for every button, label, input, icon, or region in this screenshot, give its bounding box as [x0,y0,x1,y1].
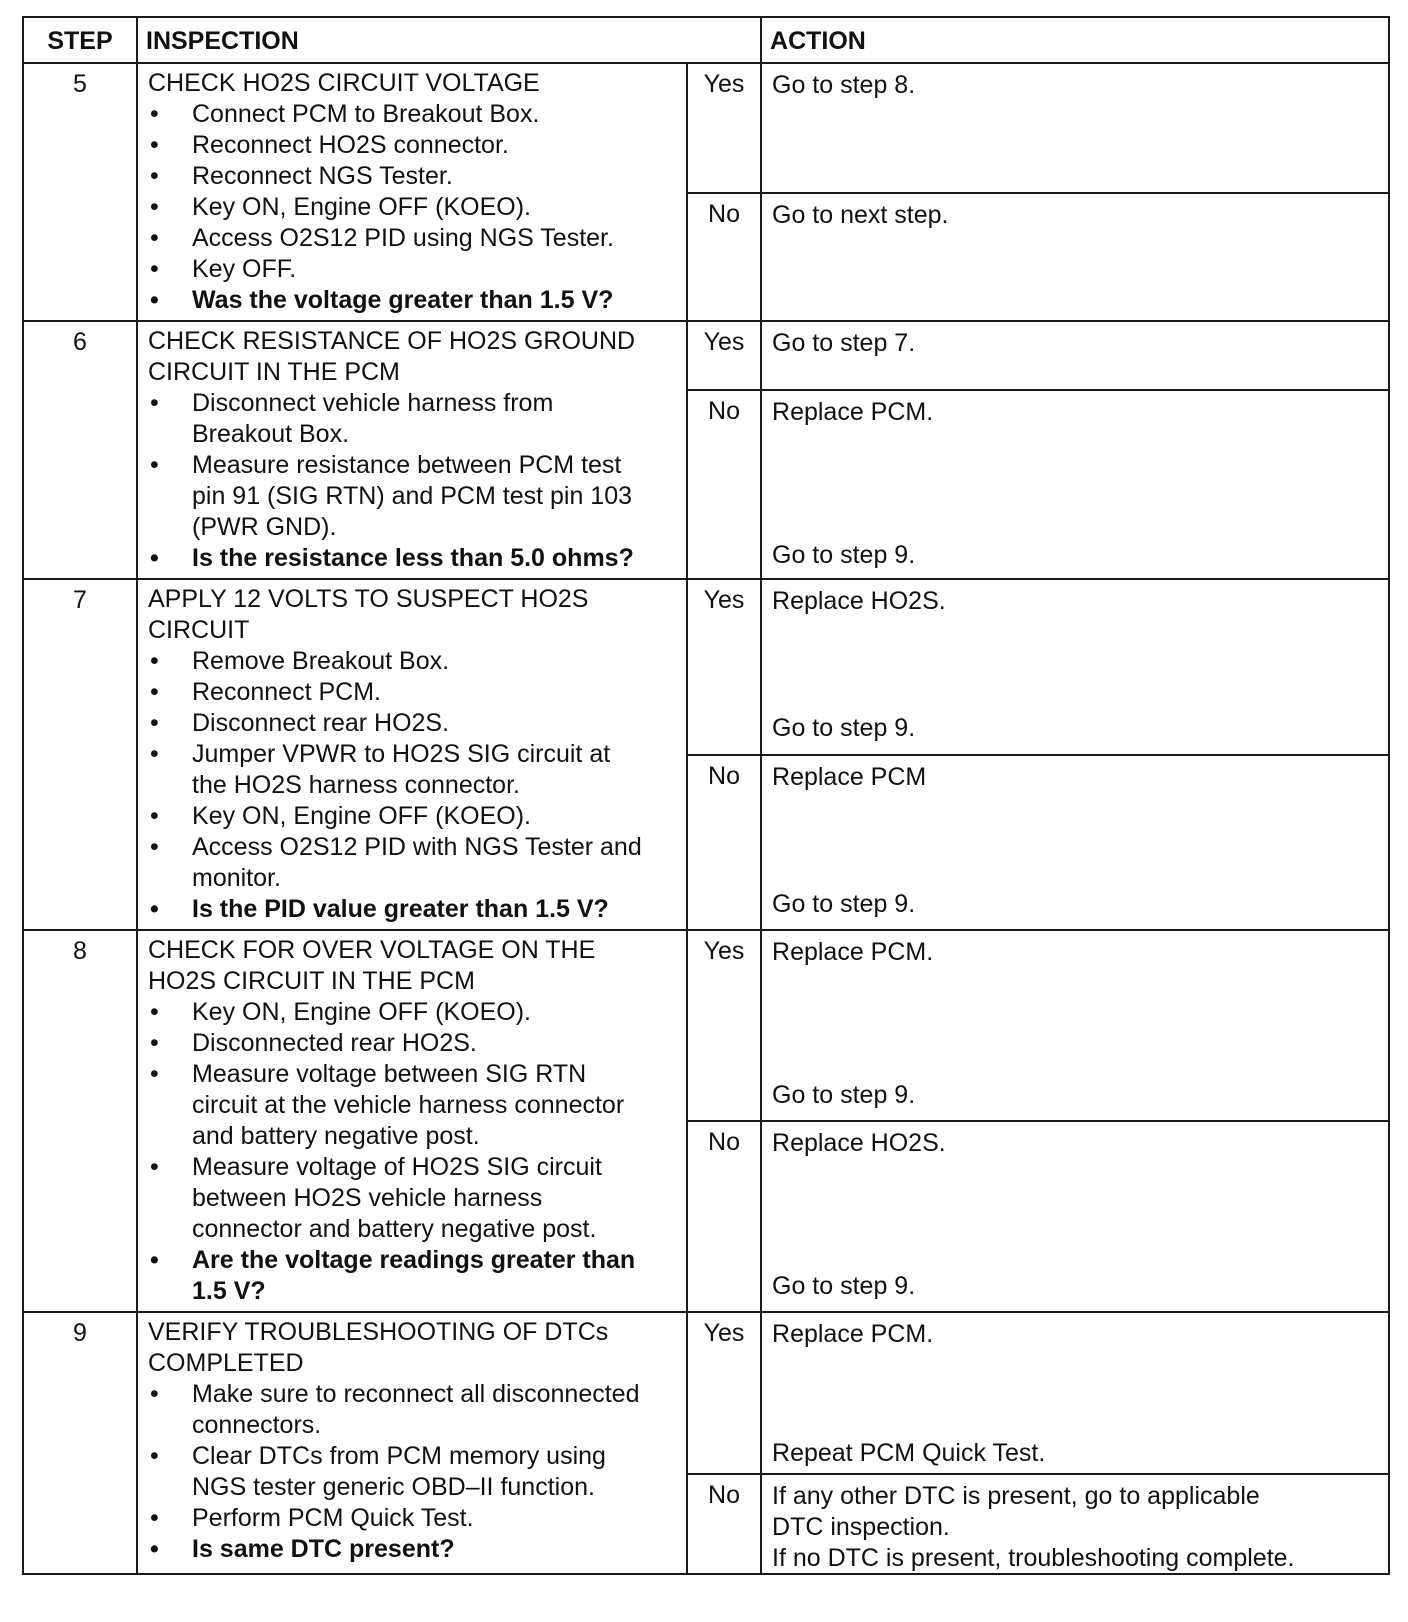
inspection-cell [137,321,687,579]
inspection-title: CHECK RESISTANCE OF HO2S GROUND CIRCUIT IN THE PCM [148,327,636,386]
no-label: No [687,390,761,579]
troubleshooting-table [22,16,1390,1575]
no-label: No [687,1121,761,1312]
inspection-step: • Perform PCM Quick Test. [148,1503,676,1534]
table-row [23,930,1389,1121]
inspection-steps [148,997,676,1307]
inspection-step: • Clear DTCs from PCM memory using NGS tester generic OBD–II function. [148,1441,676,1503]
inspection-step: • Access O2S12 PID with NGS Tester and monitor. [148,832,676,894]
diagnostic-table-document [22,16,1388,1606]
no-label: No [687,755,761,931]
table-row [23,321,1389,390]
inspection-cell [137,930,687,1312]
table-row [23,579,1389,755]
table-body [23,63,1389,1574]
yes-label: Yes [687,321,761,390]
inspection-step: • Reconnect NGS Tester. [148,161,676,192]
inspection-title: CHECK FOR OVER VOLTAGE ON THE HO2S CIRCUIT IN THE PCM [148,936,596,995]
no-label: No [687,193,761,321]
no-action-cell [761,193,1389,321]
yes-action: Replace HO2S. [772,587,946,615]
inspection-step: • Reconnect HO2S connector. [148,130,676,161]
yes-action-cell [761,321,1389,390]
inspection-step: • Measure voltage of HO2S SIG circuit between HO2S vehicle harness connector and battery negative post. [148,1152,676,1245]
step-number: 7 [23,579,137,930]
inspection-steps [148,1379,676,1565]
yes-action-cell [761,930,1389,1121]
yes-action: Replace PCM. [772,938,934,966]
inspection-title: VERIFY TROUBLESHOOTING OF DTCs COMPLETED [148,1318,609,1377]
inspection-step: • Measure resistance between PCM test pin 91 (SIG RTN) and PCM test pin 103 (PWR GND). [148,450,676,543]
yes-followup-action: Repeat PCM Quick Test. [772,1439,1046,1467]
yes-label: Yes [687,579,761,755]
inspection-step: • Remove Breakout Box. [148,646,676,677]
no-action-cell [761,1121,1389,1312]
yes-label: Yes [687,1312,761,1474]
inspection-step: • Make sure to reconnect all disconnected connectors. [148,1379,676,1441]
inspection-step: • Key ON, Engine OFF (KOEO). [148,997,676,1028]
yes-action-cell [761,579,1389,755]
no-action: Replace PCM. [772,398,934,427]
inspection-step: • Disconnect rear HO2S. [148,708,676,739]
inspection-question: • Is the PID value greater than 1.5 V? [148,894,676,925]
no-followup-action: Go to step 9. [772,889,916,918]
no-action-cell [761,390,1389,579]
header-row [23,17,1389,63]
inspection-steps [148,99,676,316]
table-row [23,1312,1389,1474]
inspection-step: • Jumper VPWR to HO2S SIG circuit at the HO2S harness connector. [148,739,676,801]
inspection-step: • Key OFF. [148,254,676,285]
inspection-steps [148,646,676,925]
no-followup-action: Go to step 9. [772,541,916,570]
inspection-step: • Key ON, Engine OFF (KOEO). [148,192,676,223]
step-number: 6 [23,321,137,579]
step-number: 8 [23,930,137,1312]
inspection-question: • Are the voltage readings greater than 1.5 V? [148,1245,676,1307]
inspection-title: APPLY 12 VOLTS TO SUSPECT HO2S CIRCUIT [148,585,589,644]
inspection-title: CHECK HO2S CIRCUIT VOLTAGE [148,69,540,97]
inspection-step: • Reconnect PCM. [148,677,676,708]
inspection-question: • Was the voltage greater than 1.5 V? [148,285,676,316]
header-action: ACTION [761,17,1389,63]
header-inspection: INSPECTION [137,17,761,63]
inspection-question: • Is same DTC present? [148,1534,676,1565]
inspection-step: • Access O2S12 PID using NGS Tester. [148,223,676,254]
inspection-step: • Connect PCM to Breakout Box. [148,99,676,130]
yes-action-cell [761,63,1389,193]
step-number: 9 [23,1312,137,1574]
yes-action: Go to step 7. [772,329,916,357]
no-action-cell [761,1474,1389,1574]
yes-action-cell [761,1312,1389,1474]
no-label: No [687,1474,761,1574]
inspection-step: • Disconnect vehicle harness from Breakout Box. [148,388,676,450]
inspection-step: • Key ON, Engine OFF (KOEO). [148,801,676,832]
inspection-step: • Measure voltage between SIG RTN circuit at the vehicle harness connector and battery negative post. [148,1059,676,1152]
yes-action: Go to step 8. [772,71,916,99]
no-action: Replace HO2S. [772,1129,946,1157]
inspection-step: • Disconnected rear HO2S. [148,1028,676,1059]
no-action-cell [761,755,1389,931]
header-step: STEP [23,17,137,63]
inspection-cell [137,579,687,930]
yes-followup-action: Go to step 9. [772,714,916,742]
inspection-cell [137,1312,687,1574]
inspection-steps [148,388,676,574]
yes-followup-action: Go to step 9. [772,1081,916,1109]
table-row [23,63,1389,193]
yes-action: Replace PCM. [772,1320,934,1348]
no-action: Replace PCM [772,762,927,791]
no-action: Go to next step. [772,201,949,229]
inspection-cell [137,63,687,321]
no-action: If any other DTC is present, go to applicable DTC inspection. If no DTC is present, troubleshooting complete. [772,1482,1295,1572]
step-number: 5 [23,63,137,321]
inspection-question: • Is the resistance less than 5.0 ohms? [148,543,676,574]
no-followup-action: Go to step 9. [772,1272,916,1300]
yes-label: Yes [687,63,761,193]
yes-label: Yes [687,930,761,1121]
